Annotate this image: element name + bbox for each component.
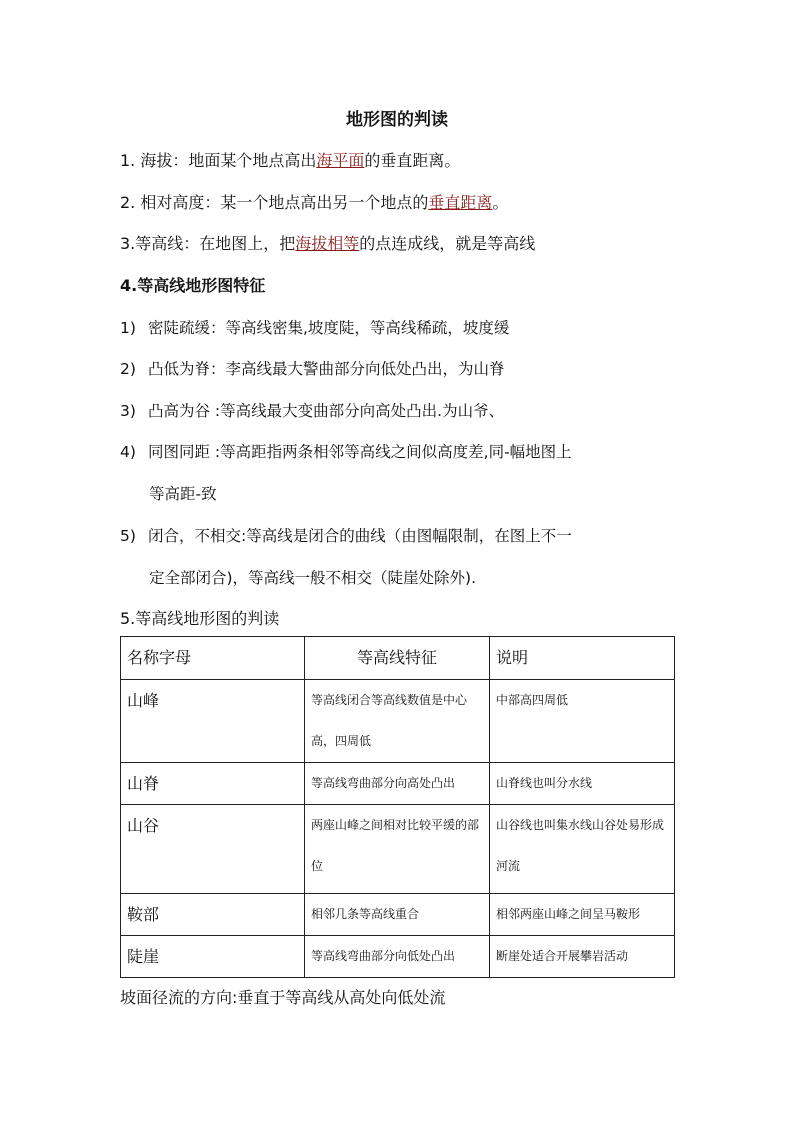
landform-name: 鞍部 (121, 894, 305, 936)
landform-note: 断崖处适合开展攀岩活动 (490, 936, 675, 978)
landform-name: 山脊 (121, 763, 305, 805)
highlight-term: 海平面 (316, 151, 365, 170)
landform-note: 相邻两座山峰之间呈马鞍形 (490, 894, 675, 936)
landform-name: 陡崖 (121, 936, 305, 978)
landform-note: 山谷线也叫集水线山谷处易形成河流 (490, 805, 675, 894)
table-row (121, 680, 675, 763)
landform-name: 山峰 (121, 680, 305, 763)
item-text: 密陡疏缓：等高线密集,坡度陡，等高线稀疏，坡度缓 (148, 319, 510, 337)
contour-feature: 等高线弯曲部分向低处凸出 (305, 936, 490, 978)
page-title: 地形图的判读 (346, 110, 448, 130)
section-heading-reading: 5.等高线地形图的判读 (120, 609, 280, 628)
section-heading-features: 4.等高线地形图特征 (120, 276, 266, 295)
table-row (121, 894, 675, 936)
item-text: 凸低为脊：李高线最大警曲部分向低处凸出，为山脊 (148, 360, 505, 378)
definition-text: 。 (492, 193, 509, 212)
contour-feature: 等高线闭合等高线数值是中心高，四周低 (305, 680, 490, 763)
column-header: 等高线特征 (305, 637, 490, 680)
item-number: 4) (120, 443, 136, 461)
definition-altitude (120, 148, 460, 171)
item-text: 闭合，不相交:等高线是闭合的曲线（由图幅限制，在图上不一 (148, 527, 572, 545)
item-text: 凸高为谷 :等高线最大变曲部分向高处凸出.为山爷、 (148, 402, 505, 420)
table-row (121, 763, 675, 805)
item-number: 2) (120, 360, 136, 378)
definition-text: 2. 相对高度：某一个地点高出另一个地点的 (120, 193, 429, 212)
item-number: 1) (120, 319, 136, 337)
table-row (121, 936, 675, 978)
landform-table (120, 636, 675, 978)
feature-item-continuation: 等高距-致 (149, 485, 217, 503)
feature-item-continuation: 定全部闭合)，等高线一般不相交（陡崖处除外). (149, 569, 477, 587)
definition-text: 的点连成线，就是等高线 (359, 234, 536, 253)
item-number: 3) (120, 402, 136, 420)
feature-item (120, 524, 572, 546)
landform-name: 山谷 (121, 805, 305, 894)
contour-feature: 等高线弯曲部分向高处凸出 (305, 763, 490, 805)
feature-item (120, 440, 572, 462)
landform-note: 山脊线也叫分水线 (490, 763, 675, 805)
feature-item (120, 399, 504, 421)
definition-text: 3.等高线：在地图上，把 (120, 234, 296, 253)
feature-item (120, 316, 509, 338)
definition-relative-height (120, 190, 508, 213)
definition-contour-line (120, 231, 535, 254)
highlight-term: 垂直距离 (428, 193, 493, 212)
column-header: 说明 (490, 637, 675, 680)
contour-feature: 相邻几条等高线重合 (305, 894, 490, 936)
item-number: 5) (120, 527, 136, 545)
contour-feature: 两座山峰之间相对比较平缓的部位 (305, 805, 490, 894)
item-text: 同图同距 :等高距指两条相邻等高线之间似高度差,同-幅地图上 (148, 443, 572, 461)
definition-text: 的垂直距离。 (364, 151, 461, 170)
table-header-row (121, 637, 675, 680)
landform-note: 中部高四周低 (490, 680, 675, 763)
runoff-direction-note: 坡面径流的方向:垂直于等高线从高处向低处流 (120, 988, 446, 1007)
feature-item (120, 357, 505, 379)
column-header: 名称字母 (121, 637, 305, 680)
table-row (121, 805, 675, 894)
highlight-term: 海拔相等 (295, 234, 360, 253)
definition-text: 1. 海拔：地面某个地点高出 (120, 151, 317, 170)
